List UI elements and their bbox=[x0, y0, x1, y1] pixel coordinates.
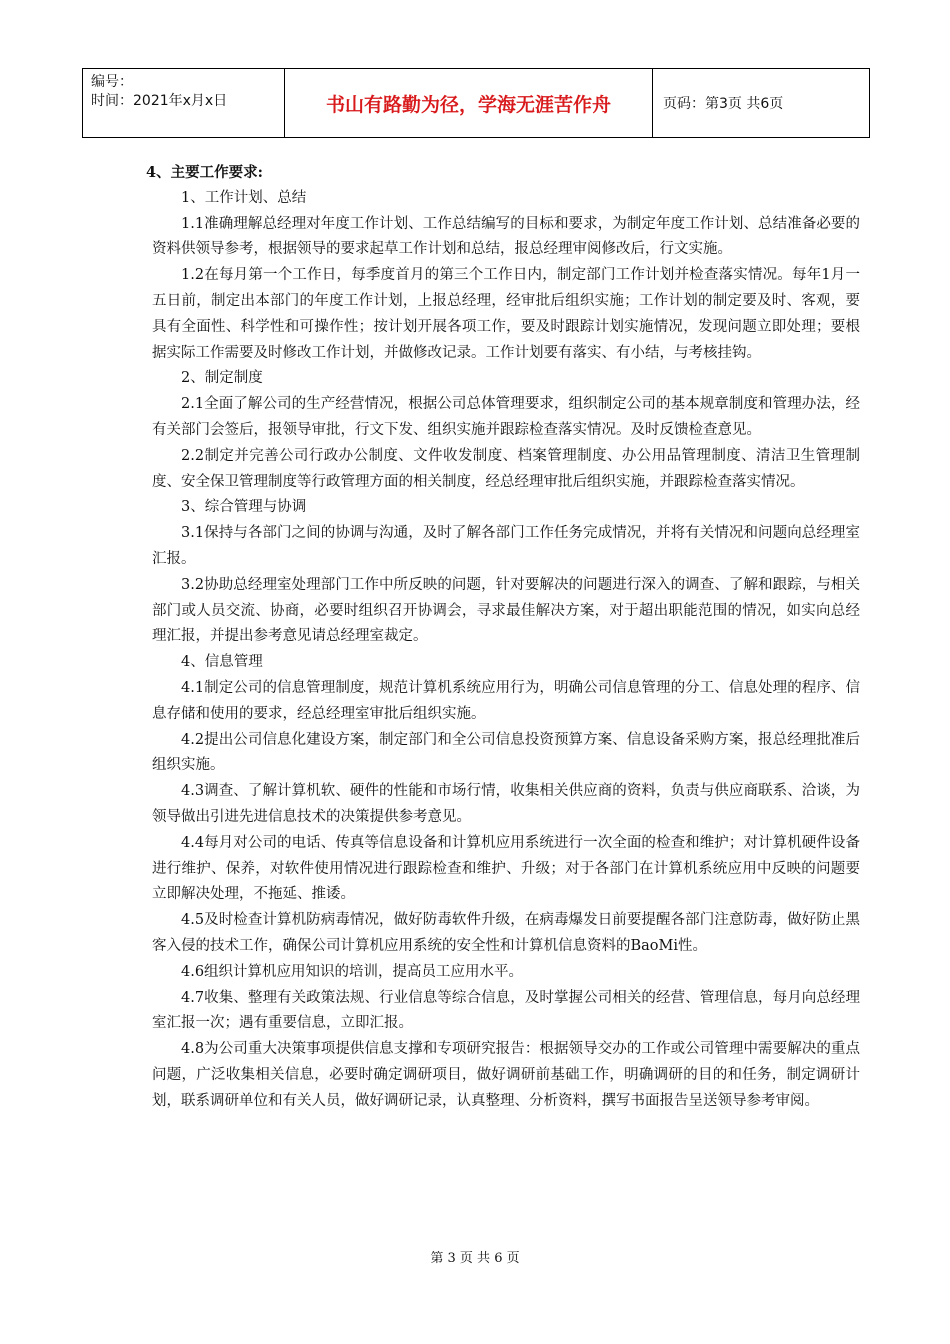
paragraph: 1、工作计划、总结 bbox=[181, 189, 307, 206]
page-header bbox=[82, 68, 870, 138]
paragraph: 4.7收集、整理有关政策法规、行业信息等综合信息，及时掌握公司相关的经营、管理信息，每月向总经理室汇报一次；遇有重要信息，立即汇报。 bbox=[152, 989, 860, 1032]
page-footer: 第 3 页 共 6 页 bbox=[430, 1251, 520, 1266]
paragraph: 4、信息管理 bbox=[181, 654, 263, 671]
paragraph: 1.1准确理解总经理对年度工作计划、工作总结编写的目标和要求，为制定年度工作计划、总结准备必要的资料供领导参考，根据领导的要求起草工作计划和总结，报总经理审阅修改后，行文实施。 bbox=[152, 215, 860, 258]
document-date: 时间：2021年x月x日 bbox=[91, 93, 228, 109]
document-body bbox=[146, 160, 860, 1114]
header-motto: 书山有路勤为径，学海无涯苦作舟 bbox=[285, 69, 653, 137]
paragraph: 2.1全面了解公司的生产经营情况，根据公司总体管理要求，组织制定公司的基本规章制度和管理办法，经有关部门会签后，报领导审批，行文下发、组织实施并跟踪检查落实情况。及时反馈检查意见。 bbox=[152, 396, 860, 438]
paragraph: 2.2制定并完善公司行政办公制度、文件收发制度、档案管理制度、办公用品管理制度、清洁卫生管理制度、安全保卫管理制度等行政管理方面的相关制度，经总经理审批后组织实施，并跟踪检查落实情况。 bbox=[152, 447, 860, 490]
paragraph: 1.2在每月第一个工作日，每季度首月的第三个工作日内，制定部门工作计划并检查落实情况。每年1月一五日前，制定出本部门的年度工作计划，上报总经理，经审批后组织实施；工作计划的制定要及时、客观，要具有全面性、科学性和可操作性；按计划开展各项工作，要及时跟踪计划实施情况，发现问题立即处理；要根据实际工作需要及时修改工作计划，并做修改记录。工作计划要有落实、有小结，与考核挂钩。 bbox=[152, 267, 860, 361]
paragraph: 4.6组织计算机应用知识的培训，提高员工应用水平。 bbox=[181, 963, 524, 980]
section-title: 4、主要工作要求: bbox=[146, 164, 263, 181]
paragraph: 4.4每月对公司的电话、传真等信息设备和计算机应用系统进行一次全面的检查和维护；对计算机硬件设备进行维护、保养，对软件使用情况进行跟踪检查和维护、升级；对于各部门在计算机系统应用中反映的问题要立即解决处理，不拖延、推诿。 bbox=[152, 834, 860, 903]
header-meta bbox=[83, 69, 285, 137]
paragraph: 3、综合管理与协调 bbox=[181, 499, 307, 516]
paragraph: 4.2提出公司信息化建设方案，制定部门和全公司信息投资预算方案、信息设备采购方案，报总经理批准后组织实施。 bbox=[152, 731, 860, 774]
document-number-label: 编号： bbox=[91, 74, 133, 90]
paragraph: 4.8为公司重大决策事项提供信息支撑和专项研究报告：根据领导交办的工作或公司管理中需要解决的重点问题，广泛收集相关信息，必要时确定调研项目，做好调研前基础工作，明确调研的目的和任务，制定调研计划，联系调研单位和有关人员，做好调研记录，认真整理、分析资料，撰写书面报告呈送领导参考审阅。 bbox=[152, 1041, 860, 1109]
paragraph: 3.1保持与各部门之间的协调与沟通，及时了解各部门工作任务完成情况，并将有关情况和问题向总经理室汇报。 bbox=[152, 525, 860, 567]
header-page-info: 页码：第3页 共6页 bbox=[663, 96, 784, 112]
paragraph: 3.2协助总经理室处理部门工作中所反映的问题，针对要解决的问题进行深入的调查、了解和跟踪，与相关部门或人员交流、协商，必要时组织召开协调会，寻求最佳解决方案，对于超出职能范围的情况，如实向总经理汇报，并提出参考意见请总经理室裁定。 bbox=[152, 576, 860, 645]
paragraph: 4.3调查、了解计算机软、硬件的性能和市场行情，收集相关供应商的资料，负责与供应商联系、洽谈，为领导做出引进先进信息技术的决策提供参考意见。 bbox=[152, 783, 860, 825]
paragraph: 2、制定制度 bbox=[181, 370, 263, 387]
paragraph: 4.5及时检查计算机防病毒情况，做好防毒软件升级，在病毒爆发日前要提醒各部门注意防毒，做好防止黑客入侵的技术工作，确保公司计算机应用系统的安全性和计算机信息资料的BaoMi性。 bbox=[152, 912, 860, 954]
paragraph: 4.1制定公司的信息管理制度，规范计算机系统应用行为，明确公司信息管理的分工、信息处理的程序、信息存储和使用的要求，经总经理室审批后组织实施。 bbox=[152, 679, 860, 722]
